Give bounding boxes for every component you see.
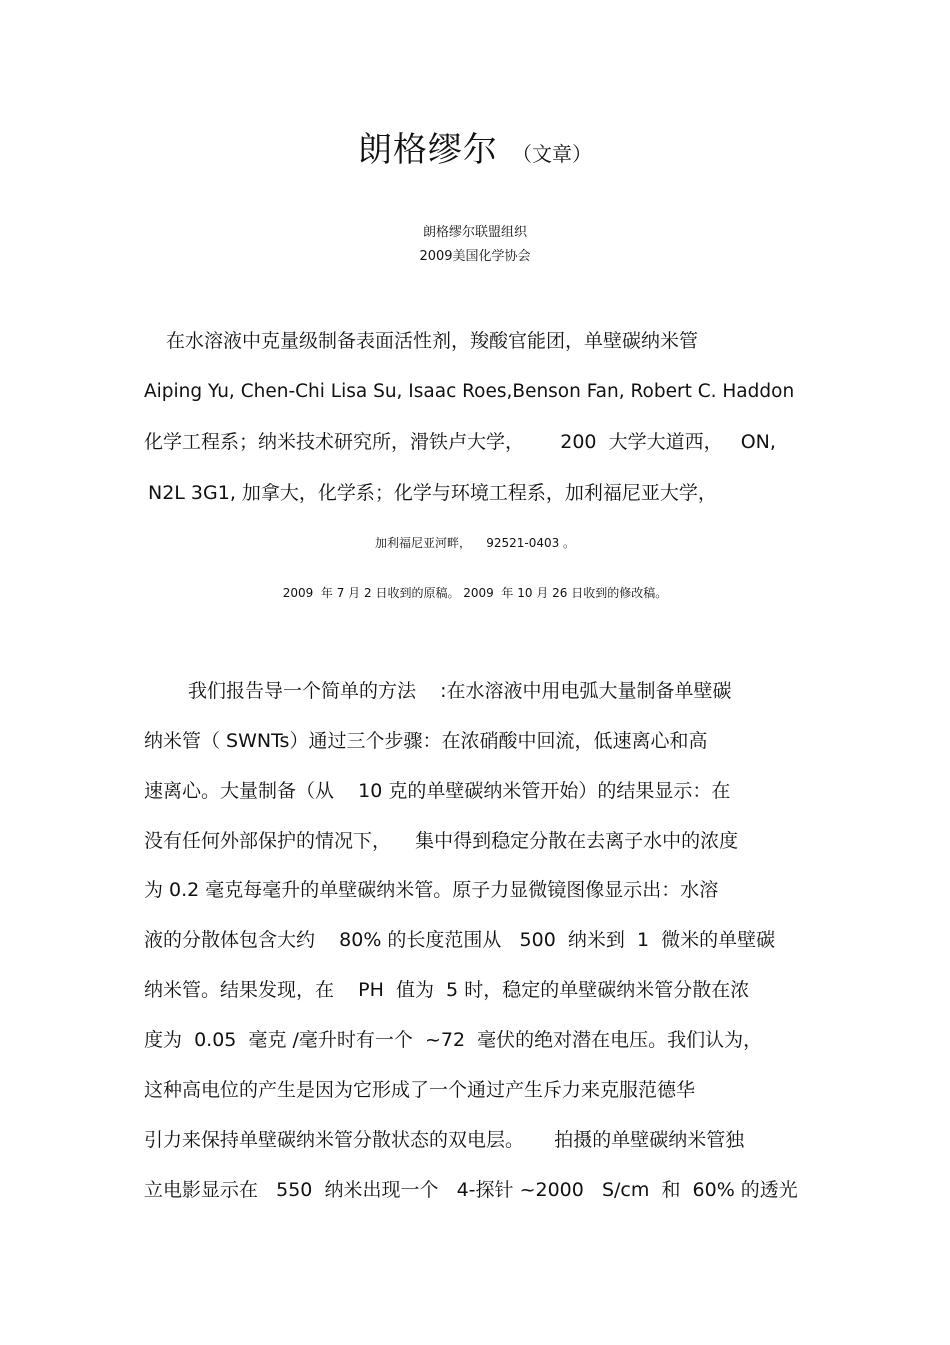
affiliation-line-2: N2L 3G1, 加拿大，化学系；化学与环境工程系，加利福尼亚大学，	[148, 482, 717, 504]
affiliation-line-3: 加利福尼亚河畔， 92521-0403 。	[374, 536, 576, 550]
publisher-org: 朗格缪尔联盟组织	[422, 225, 527, 240]
affiliation-line-1: 化学工程系；纳米技术研究所，滑铁卢大学， 200 大学大道西， ON,	[144, 431, 776, 453]
journal-title: 朗格缪尔	[358, 130, 498, 170]
abstract-line-7: 纳米管。结果发现，在 PH 值为 5 时，稳定的单壁碳纳米管分散在浓	[144, 979, 750, 1001]
abstract-line-5: 为 0.2 毫克每毫升的单壁碳纳米管。原子力显微镜图像显示出：水溶	[144, 879, 719, 901]
abstract-line-2: 纳米管（ SWNTs）通过三个步骤：在浓硝酸中回流，低速离心和高	[144, 730, 708, 752]
abstract-line-3: 速离心。大量制备（从 10 克的单壁碳纳米管开始）的结果显示：在	[144, 780, 731, 802]
article-heading: 在水溶液中克量级制备表面活性剂，羧酸官能团，单壁碳纳米管	[166, 330, 699, 352]
abstract-line-4: 没有任何外部保护的情况下， 集中得到稳定分散在去离子水中的浓度	[144, 830, 739, 852]
article-type: （文章）	[512, 142, 592, 166]
received-dates: 2009 年 7 月 2 日收到的原稿。 2009 年 10 月 26 日收到的修改稿。	[282, 586, 668, 600]
abstract-line-9: 这种高电位的产生是因为它形成了一个通过产生斥力来克服范德华	[144, 1079, 696, 1101]
title-row	[0, 122, 950, 171]
abstract-line-8: 度为 0.05 毫克 /毫升时有一个 ~72 毫伏的绝对潜在电压。我们认为，	[144, 1029, 763, 1051]
copyright-line: 2009美国化学协会	[419, 249, 531, 264]
abstract-line-10: 引力来保持单壁碳纳米管分散状态的双电层。 拍摄的单壁碳纳米管独	[144, 1129, 745, 1151]
abstract-line-6: 液的分散体包含大约 80% 的长度范围从 500 纳米到 1 微米的单壁碳	[144, 929, 776, 951]
abstract-line-11: 立电影显示在 550 纳米出现一个 4-探针 ~2000 S/cm 和 60% 的透光	[144, 1179, 798, 1201]
author-list: Aiping Yu, Chen-Chi Lisa Su, Isaac Roes,Benson Fan, Robert C. Haddon	[144, 381, 795, 402]
abstract-line-1: 我们报告导一个简单的方法 :在水溶液中用电弧大量制备单壁碳	[188, 680, 732, 702]
